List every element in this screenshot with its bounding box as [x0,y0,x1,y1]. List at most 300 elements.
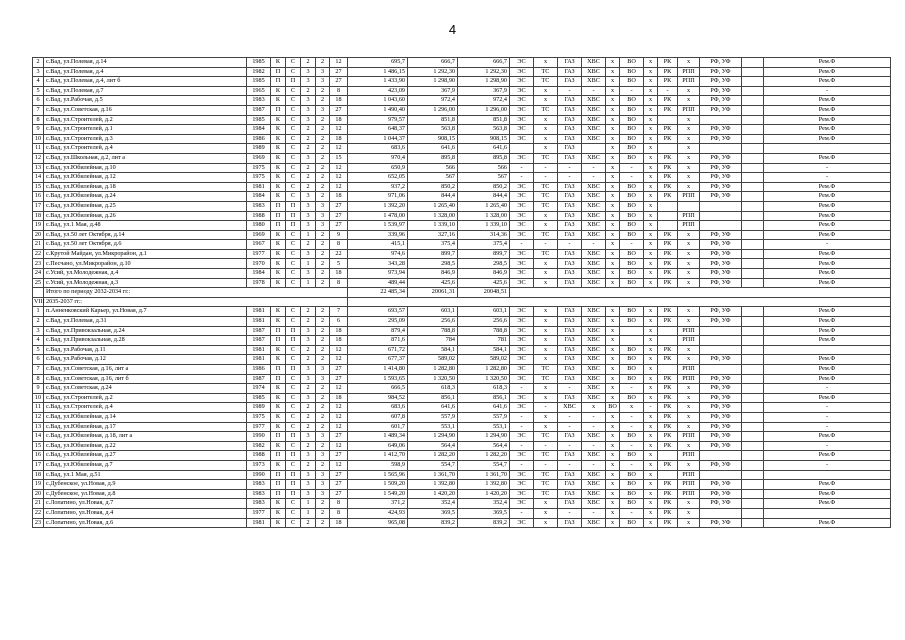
table-cell-4: П [286,211,301,221]
table-cell-21 [742,58,764,68]
table-cell-8: 970,4 [348,153,408,163]
table-cell-0: 8 [33,115,44,125]
table-cell-0: 8 [33,374,44,384]
table-cell-1: с.Вад, ул.1 Мая, д.48 [44,221,247,231]
table-cell-11: - [510,163,534,173]
table-cell-16: ВО [620,115,644,125]
table-cell-8: 1 593,65 [348,374,408,384]
table-row [33,211,891,221]
table-cell-17: - [644,403,658,413]
table-cell-22: Рем.Ф [764,269,891,279]
table-cell-6: 2 [316,384,330,394]
table-cell-10: 553,1 [458,422,510,432]
table-cell-6: 2 [316,307,330,317]
table-cell-22: - [764,240,891,250]
table-cell-7: 12 [330,125,348,135]
table-cell-1: с.Вад, ул.1 Мая, д.51 [44,470,247,480]
table-cell-0: 24 [33,269,44,279]
table-cell-13: ГАЗ [558,470,582,480]
table-cell-16: - [620,173,644,183]
table-cell-9: 1 328,00 [408,211,458,221]
table-row [33,115,891,125]
table-cell-17: х [644,134,658,144]
table-cell-15: х [606,240,620,250]
table-cell-20 [700,336,742,346]
table-cell-3: К [271,317,286,327]
table-cell-15: х [606,211,620,221]
table-cell-10: 972,4 [458,96,510,106]
table-cell-10: 618,3 [458,384,510,394]
table-cell-16 [620,326,644,336]
table-cell-11: ЭС [510,77,534,87]
table-cell-11: ЭС [510,182,534,192]
table-cell-12: ТС [534,192,558,202]
table-cell-11: ЭС [510,201,534,211]
table-cell-3: П [271,470,286,480]
table-cell-21 [742,460,764,470]
table-cell-18: РК [658,403,678,413]
table-cell-9: 425,6 [408,278,458,288]
table-row [33,470,891,480]
table-cell-5: 1 [301,259,316,269]
table-cell-20: РФ, УФ [700,173,742,183]
table-cell-4: С [286,403,301,413]
table-cell-11: ЭС [510,86,534,96]
table-cell-7: 12 [330,163,348,173]
table-cell-0: 15 [33,441,44,451]
table-cell-3: К [271,345,286,355]
table-cell-5: 3 [301,221,316,231]
table-cell-11: - [510,422,534,432]
table-cell-21 [742,374,764,384]
table-cell-4: П [286,201,301,211]
table-cell-5: 3 [301,365,316,375]
table-cell-7: 27 [330,67,348,77]
table-cell-19: х [678,508,700,518]
table-cell-18: РК [658,153,678,163]
table-cell-22: Рем.Ф [764,211,891,221]
table-cell-15: х [606,432,620,442]
table-cell-16: ВО [620,278,644,288]
table-cell-11: ЭС [510,326,534,336]
table-cell-8: 598,9 [348,460,408,470]
table-cell-10: 1 361,70 [458,470,510,480]
table-cell-2: 1983 [247,480,271,490]
table-cell-14: ХВС [582,317,606,327]
table-cell-9: 352,4 [408,499,458,509]
table-cell-16: ВО [620,470,644,480]
table-cell-10: 844,4 [458,192,510,202]
table-cell-3: П [271,105,286,115]
table-cell-10: 256,6 [458,317,510,327]
table-cell-4: П [286,489,301,499]
table-cell-14: ХВС [582,77,606,87]
table-cell-20: РФ, УФ [700,67,742,77]
table-cell-22: - [764,173,891,183]
table-cell-9: 1 265,40 [408,201,458,211]
table-cell-15: х [606,230,620,240]
total-premises: 20061,31 [408,288,458,298]
table-cell-5: 3 [301,489,316,499]
table-cell-6: 3 [316,451,330,461]
table-cell-6: 2 [316,96,330,106]
table-cell-20 [700,115,742,125]
table-cell-15: х [606,317,620,327]
table-cell-9: 563,8 [408,125,458,135]
table-cell-13: ГАЗ [558,249,582,259]
table-cell-15: х [606,393,620,403]
table-cell-6: 2 [316,403,330,413]
table-cell-14: ХВС [582,96,606,106]
table-cell-22: Рем.Ф [764,182,891,192]
table-cell-11: ЭС [510,499,534,509]
table-cell-22 [764,144,891,154]
table-cell-9: 1 392,80 [408,480,458,490]
table-cell-16: ВО [620,259,644,269]
table-cell-6: 3 [316,77,330,87]
table-cell-9: 1 296,00 [408,105,458,115]
table-cell-22: Рем.Ф [764,365,891,375]
table-cell-21 [742,269,764,279]
table-cell-4: С [286,144,301,154]
table-cell-18: РК [658,77,678,87]
table-cell-4: П [286,336,301,346]
table-cell-16: - [620,384,644,394]
table-cell-9: 1 282,20 [408,451,458,461]
table-cell-12: х [534,508,558,518]
table-cell-2: 1987 [247,105,271,115]
table-cell-2: 1969 [247,230,271,240]
table-cell-11: - [510,173,534,183]
table-cell-8: 1 044,37 [348,134,408,144]
table-cell-17: х [644,240,658,250]
table-cell-13: - [558,508,582,518]
table-cell-22: Рем.Ф [764,221,891,231]
table-cell-3: П [271,374,286,384]
table-cell-21 [742,355,764,365]
table-cell-4: С [286,499,301,509]
table-cell-0: 20 [33,489,44,499]
table-cell-0: 15 [33,182,44,192]
table-cell-12: - [534,460,558,470]
table-cell-14: - [582,173,606,183]
table-cell-1: с.Вад, ул.Советская, д.16 [44,105,247,115]
table-cell-6: 2 [316,345,330,355]
table-cell-21 [742,201,764,211]
table-row [33,192,891,202]
table-cell-2: 1981 [247,355,271,365]
table-cell-0: 3 [33,326,44,336]
table-cell-18: РК [658,384,678,394]
table-cell-1: с.Вад, ул.Юбилейная, д.12 [44,173,247,183]
table-cell-0: 19 [33,221,44,231]
table-cell-17: х [644,374,658,384]
table-cell-5: 2 [301,173,316,183]
table-cell-6: 2 [316,355,330,365]
table-cell-20: РФ, УФ [700,96,742,106]
table-cell-8: 683,6 [348,403,408,413]
table-cell-9: 895,8 [408,153,458,163]
table-cell-6: 3 [316,489,330,499]
table-cell-10: 1 282,80 [458,365,510,375]
table-cell-15: х [606,336,620,346]
table-cell-15: х [606,144,620,154]
table-cell-19: х [678,384,700,394]
table-cell-18 [658,365,678,375]
table-cell-0: 9 [33,125,44,135]
table-cell-3: П [271,432,286,442]
table-cell-14: ХВС [582,67,606,77]
table-cell-5: 2 [301,460,316,470]
table-cell-1: с.Вад, ул.Юбилейная, д.10 [44,163,247,173]
table-cell-1: с.Вад, ул.Строителей, д.2 [44,393,247,403]
table-cell-8: 979,57 [348,115,408,125]
table-cell-20: РФ, УФ [700,58,742,68]
table-cell-11: - [510,240,534,250]
table-cell-3: К [271,86,286,96]
table-row [33,58,891,68]
table-cell-18: РК [658,345,678,355]
period-number: VIII [33,297,44,307]
table-cell-8: 1 539,97 [348,221,408,231]
table-cell-2: 1965 [247,86,271,96]
table-cell-15: х [606,508,620,518]
table-cell-7: 22 [330,249,348,259]
table-cell-13: ГАЗ [558,144,582,154]
table-cell-20: РФ, УФ [700,163,742,173]
table-cell-17: х [644,259,658,269]
table-cell-12: х [534,58,558,68]
table-cell-18 [658,115,678,125]
table-cell-15: х [606,278,620,288]
table-cell-10: 850,2 [458,182,510,192]
table-cell-22: Рем.Ф [764,374,891,384]
table-cell-7: 18 [330,269,348,279]
table-cell-16: ВО [620,345,644,355]
table-cell-20: РФ, УФ [700,278,742,288]
table-cell-20: РФ, УФ [700,489,742,499]
table-cell-17: х [644,326,658,336]
table-cell-9: 375,4 [408,240,458,250]
table-cell-4: С [286,182,301,192]
table-cell-6: 3 [316,201,330,211]
table-row [33,508,891,518]
table-cell-0: 23 [33,259,44,269]
table-cell-22: - [764,163,891,173]
table-cell-1: с.Вад, ул.Юбилейная, д.27 [44,451,247,461]
table-cell-5: 2 [301,144,316,154]
table-row [33,201,891,211]
table-cell-17: х [644,144,658,154]
table-cell-3: К [271,460,286,470]
table-cell-19: РПП [678,480,700,490]
table-cell-9: 850,2 [408,182,458,192]
table-cell-5: 3 [301,153,316,163]
table-cell-1: п.Анненковский Карьер, ул.Новая, д.7 [44,307,247,317]
table-cell-22: Рем.Ф [764,201,891,211]
table-cell-5: 3 [301,393,316,403]
table-cell-22 [764,345,891,355]
total-living: 20048,51 [458,288,510,298]
table-cell-16: - [620,86,644,96]
table-cell-14: ХВС [582,153,606,163]
table-cell-2: 1982 [247,441,271,451]
table-cell-13: ГАЗ [558,96,582,106]
table-cell-0: 19 [33,480,44,490]
table-cell-14: ХВС [582,326,606,336]
table-row [33,240,891,250]
table-cell-20: РФ, УФ [700,192,742,202]
table-cell-13: ГАЗ [558,489,582,499]
table-cell-14: ХВС [582,489,606,499]
table-cell-1: с.Вад, ул.Строителей, д.2 [44,115,247,125]
table-cell-8: 601,7 [348,422,408,432]
table-cell-14 [582,144,606,154]
table-cell-6: 2 [316,259,330,269]
table-cell-4: С [286,384,301,394]
table-cell-0: 6 [33,355,44,365]
table-cell-1: с.Вад, ул.Юбилейная, д.25 [44,201,247,211]
table-cell-7: 9 [330,230,348,240]
table-cell-13: ГАЗ [558,374,582,384]
table-cell-12: х [534,345,558,355]
table-cell-12: - [534,403,558,413]
table-cell-6: 3 [316,211,330,221]
table-cell-8: 1 478,00 [348,211,408,221]
table-cell-0: 4 [33,336,44,346]
table-cell-8: 1 433,90 [348,77,408,87]
table-cell-21 [742,307,764,317]
table-cell-19: х [678,278,700,288]
table-cell-19: РПП [678,365,700,375]
table-cell-12: х [534,355,558,365]
table-cell-14: ХВС [582,451,606,461]
table-cell-14: ХВС [582,182,606,192]
table-cell-20: РФ, УФ [700,86,742,96]
table-cell-18: РК [658,412,678,422]
table-cell-20: РФ, УФ [700,230,742,240]
table-cell-20 [700,326,742,336]
table-cell-20: РФ, УФ [700,182,742,192]
table-cell-6: 2 [316,393,330,403]
table-cell-18: РК [658,67,678,77]
table-cell-14: ХВС [582,221,606,231]
table-cell-6: 2 [316,499,330,509]
table-cell-13: - [558,441,582,451]
table-cell-4: С [286,230,301,240]
table-cell-6: 3 [316,221,330,231]
table-cell-12: - [534,441,558,451]
table-cell-18: РК [658,422,678,432]
table-row [33,249,891,259]
table-cell-14: - [582,412,606,422]
table-cell-19: х [678,307,700,317]
table-cell-21 [742,67,764,77]
table-cell-6: 2 [316,326,330,336]
table-cell-8: 671,72 [348,345,408,355]
table-cell-12: ТС [534,230,558,240]
table-cell-19: х [678,173,700,183]
table-cell-22: Рем.Ф [764,432,891,442]
table-cell-9: 256,6 [408,317,458,327]
table-cell-17: х [644,365,658,375]
table-cell-15: х [606,173,620,183]
table-cell-8: 974,6 [348,249,408,259]
table-cell-12: х [534,144,558,154]
table-cell-21 [742,182,764,192]
table-cell-22: Рем.Ф [764,393,891,403]
table-cell-7: 15 [330,153,348,163]
table-cell-1: с.Дубенское, ул.Новая, д.9 [44,480,247,490]
table-cell-17: х [644,249,658,259]
table-cell-0: 2 [33,317,44,327]
table-cell-21 [742,518,764,528]
table-cell-2: 1983 [247,489,271,499]
table-cell-7: 18 [330,134,348,144]
table-cell-7: 12 [330,182,348,192]
table-cell-13: - [558,163,582,173]
table-cell-7: 12 [330,355,348,365]
table-cell-12: х [534,278,558,288]
table-row [33,499,891,509]
table-cell-18: РК [658,317,678,327]
table-cell-0: 10 [33,393,44,403]
table-cell-4: П [286,221,301,231]
table-row [33,326,891,336]
table-cell-9: 566 [408,163,458,173]
table-cell-21 [742,480,764,490]
table-cell-9: 908,15 [408,134,458,144]
table-cell-7: 7 [330,307,348,317]
table-cell-1: с.Лопатино, ул.Новая, д.4 [44,508,247,518]
table-cell-5: 2 [301,384,316,394]
table-cell-4: С [286,105,301,115]
table-cell-3: К [271,269,286,279]
table-cell-13: ГАЗ [558,518,582,528]
table-cell-4: С [286,518,301,528]
table-cell-19: РПП [678,211,700,221]
table-cell-2: 1975 [247,173,271,183]
table-cell-19: х [678,182,700,192]
table-cell-10: 564,4 [458,441,510,451]
table-cell-4: С [286,441,301,451]
table-cell-10: 788,8 [458,326,510,336]
table-cell-6: 2 [316,249,330,259]
table-cell-12: - [534,173,558,183]
table-cell-22: Рем.Ф [764,115,891,125]
table-cell-8: 1 486,15 [348,67,408,77]
table-cell-16: - [620,240,644,250]
table-cell-8: 677,37 [348,355,408,365]
table-cell-1: с.Вад, ул.Рабочая, д.12 [44,355,247,365]
table-cell-11: ЭС [510,480,534,490]
table-cell-0: 21 [33,240,44,250]
table-cell-11: ЭС [510,355,534,365]
table-cell-3: К [271,518,286,528]
table-cell-16: ВО [620,230,644,240]
table-cell-9: 589,02 [408,355,458,365]
table-cell-5: 2 [301,441,316,451]
table-cell-15: х [606,470,620,480]
table-cell-19: х [678,96,700,106]
table-cell-0: 17 [33,201,44,211]
table-cell-8: 1 509,20 [348,480,408,490]
table-cell-12: х [534,125,558,135]
table-cell-18: РК [658,163,678,173]
table-cell-13: ГАЗ [558,67,582,77]
table-cell-18 [658,221,678,231]
table-cell-10: 603,1 [458,307,510,317]
